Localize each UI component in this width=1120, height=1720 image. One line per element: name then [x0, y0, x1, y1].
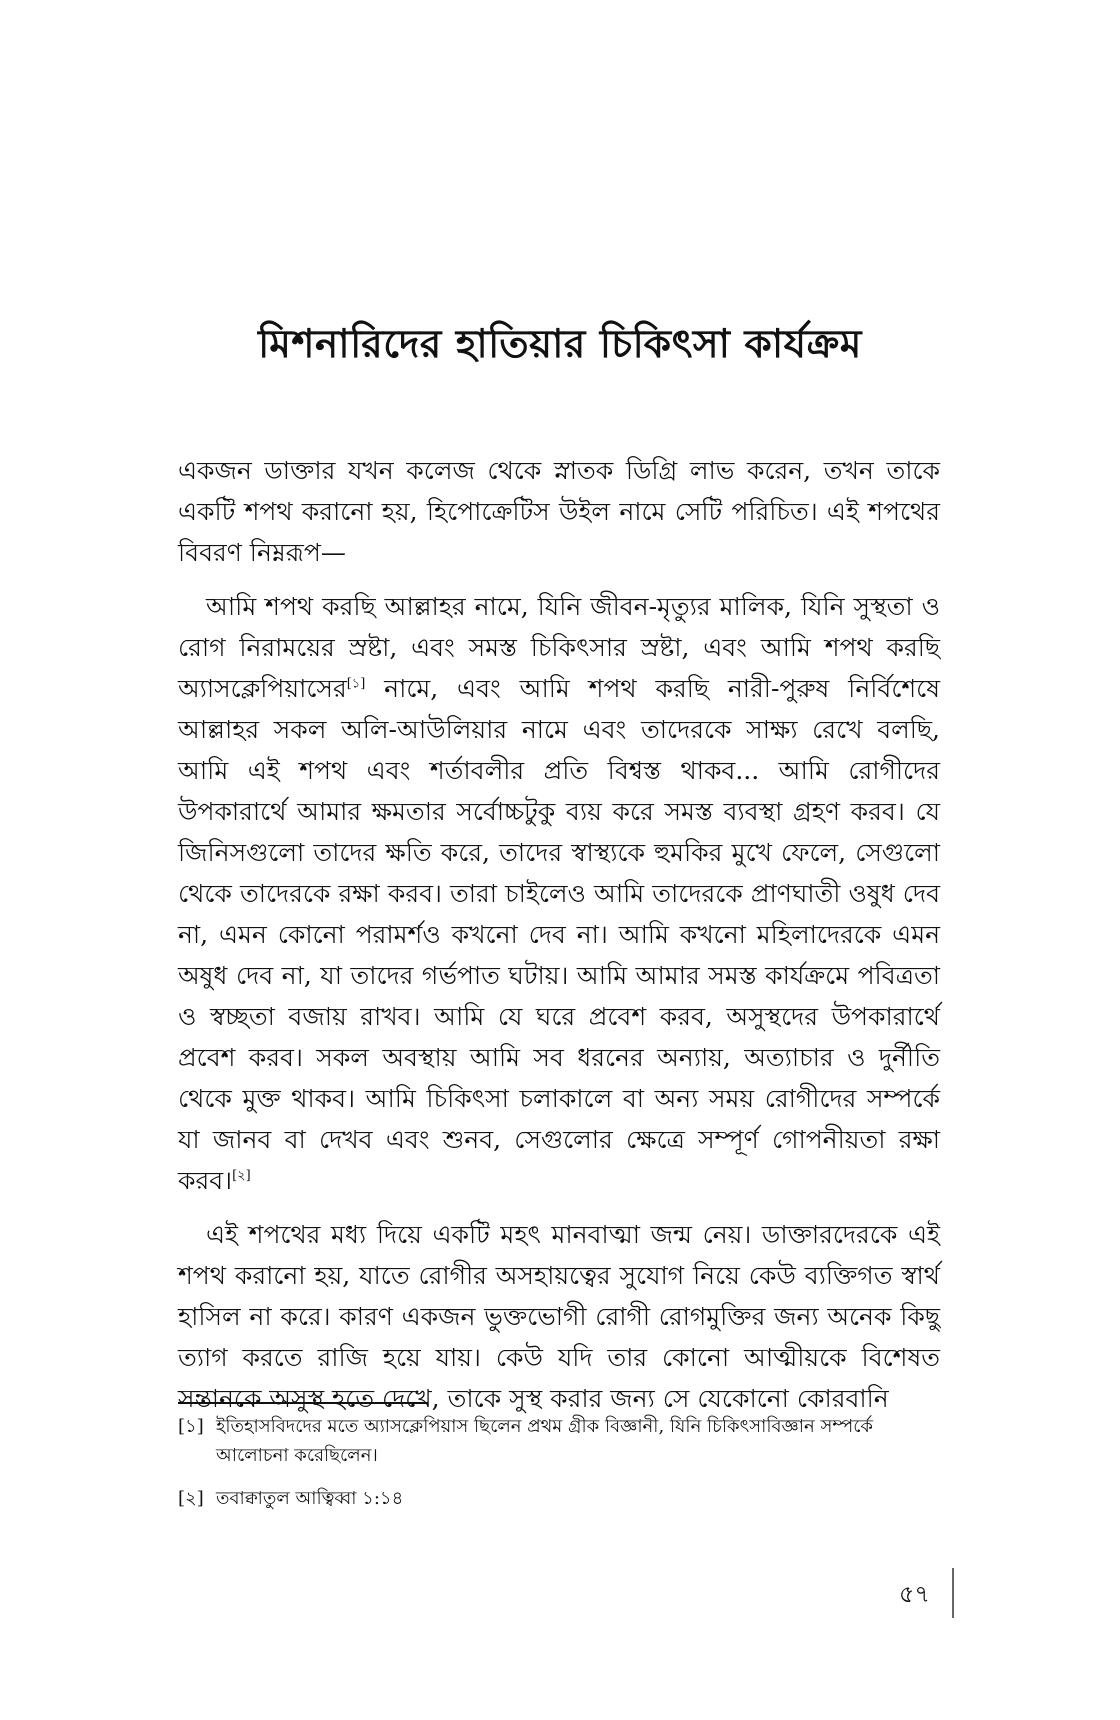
page-number-divider	[952, 1568, 954, 1618]
footnote-2	[178, 1484, 940, 1513]
closing-paragraph: এই শপথের মধ্য দিয়ে একটি মহৎ মানবাত্মা জন্ম নেয়। ডাক্তারদেরকে এই শপথ করানো হয়, যাতে রোগীর অসহায়ত্বের সুযোগ নিয়ে কেউ ব্যক্তিগত স্বার্থ হাসিল না করে। কারণ একজন ভুক্তভোগী রোগী রোগমুক্তির জন্য অনেক কিছু ত্যাগ করতে রাজি হয়ে যায়। কেউ যদি তার কোনো আত্মীয়কে বিশেষত সন্তানকে অসুস্থ হতে দেখে, তাকে সুস্থ করার জন্য সে যেকোনো কোরবানি	[178, 1220, 940, 1413]
footnote-1-text: ইতিহাসবিদদের মতে অ্যাসক্লেপিয়াস ছিলেন প্রথম গ্রীক বিজ্ঞানী, যিনি চিকিৎসাবিজ্ঞান সম্পর্কে আলোচনা করেছিলেন।	[216, 1416, 874, 1466]
footnote-1-mark: [১]	[178, 1416, 204, 1437]
main-text	[178, 450, 940, 1432]
footnotes	[178, 1412, 940, 1527]
footnote-2-mark: [২]	[178, 1488, 204, 1509]
chapter-title: মিশনারিদের হাতিয়ার চিকিৎসা কার্যক্রম	[258, 322, 862, 367]
footnote-divider	[178, 1402, 428, 1404]
intro-paragraph: একজন ডাক্তার যখন কলেজ থেকে স্নাতক ডিগ্রি লাভ করেন, তখন তাকে একটি শপথ করানো হয়, হিপোক্রেটিস উইল নামে সেটি পরিচিত। এই শপথের বিবরণ নিম্নরূপ—	[178, 456, 940, 567]
footnote-ref-1: [১]	[346, 676, 366, 692]
oath-text-part-1: আমি শপথ করছি আল্লাহর নামে, যিনি জীবন-মৃত্যুর মালিক, যিনি সুস্থতা ও রোগ নিরাময়ের স্রষ্টা, এবং সমস্ত চিকিৎসার স্রষ্টা, এবং আমি শপথ করছি অ্যাসক্লেপিয়াসের	[178, 592, 940, 703]
oath-text-part-2: নামে, এবং আমি শপথ করছি নারী-পুরুষ নির্বিশেষে আল্লাহর সকল অলি-আউলিয়ার নামে এবং তাদেরকে সাক্ষ্য রেখে বলছি, আমি এই শপথ এবং শর্তাবলীর প্রতি বিশ্বস্ত থাকব... আমি রোগীদের উপকারার্থে আমার ক্ষমতার সর্বোচ্চটুকু ব্যয় করে সমস্ত ব্যবস্থা গ্রহণ করব। যে জিনিসগুলো তাদের ক্ষতি করে, তাদের স্বাস্থ্যকে হুমকির মুখে ফেলে, সেগুলো থেকে তাদেরকে রক্ষা করব। তারা চাইলেও আমি তাদেরকে প্রাণঘাতী ওষুধ দেব না, এমন কোনো পরামর্শও কখনো দেব না। আমি কখনো মহিলাদেরকে এমন অষুধ দেব না, যা তাদের গর্ভপাত ঘটায়। আমি আমার সমস্ত কার্যক্রমে পবিত্রতা ও স্বচ্ছতা বজায় রাখব। আমি যে ঘরে প্রবেশ করব, অসুস্থদের উপকারার্থে প্রবেশ করব। সকল অবস্থায় আমি সব ধরনের অন্যায়, অত্যাচার ও দুর্নীতি থেকে মুক্ত থাকব। আমি চিকিৎসা চলাকালে বা অন্য সময় রোগীদের সম্পর্কে যা জানব বা দেখব এবং শুনব, সেগুলোর ক্ষেত্রে সম্পূর্ণ গোপনীয়তা রক্ষা করব।	[178, 674, 940, 1195]
footnote-ref-2: [২]	[232, 1168, 251, 1184]
footnote-1	[178, 1412, 940, 1470]
footnote-2-text: তবাক্বাতুল আত্বিব্বা ১:১৪	[216, 1488, 404, 1509]
page-number: ৫৭	[898, 1580, 930, 1608]
oath-paragraph	[178, 586, 940, 1201]
